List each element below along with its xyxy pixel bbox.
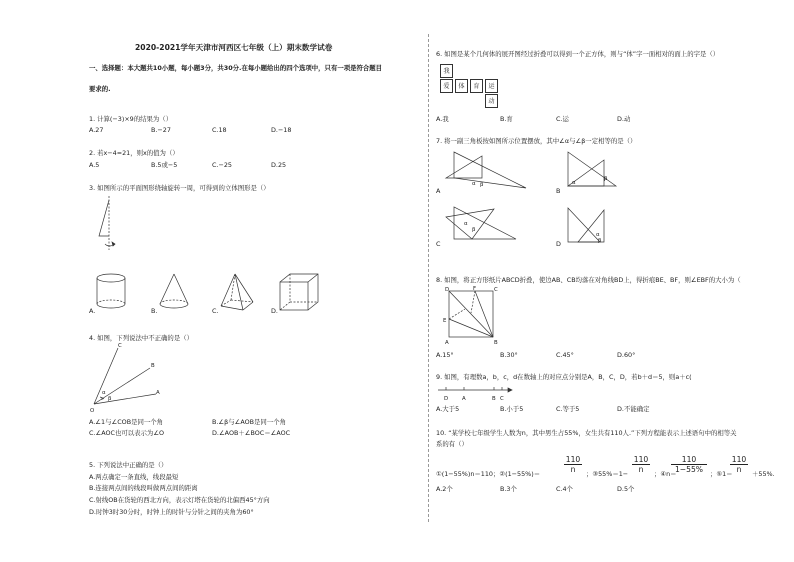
q10-equation-3: ；③55%＝1− bbox=[586, 470, 629, 478]
q7-figure-c bbox=[442, 203, 528, 245]
q7-figure-d bbox=[564, 206, 614, 248]
q1-option-d: D.−18 bbox=[271, 126, 292, 134]
q4-option-a: A.∠1与∠COB是同一个角 bbox=[89, 418, 164, 426]
q3-pyramid bbox=[217, 272, 257, 314]
q6-option-d: D.动 bbox=[617, 115, 631, 123]
q10-option-a: A.2个 bbox=[436, 485, 453, 493]
q9-label-c: C bbox=[500, 396, 504, 402]
q3-option-a: A. bbox=[89, 307, 96, 315]
q10-stem: 10. “某学校七年级学生人数为n，其中男生占55%，女生共有110人.”下列方程能表示上述语句中的相等关 bbox=[436, 429, 737, 437]
q8-label-b: B bbox=[494, 340, 498, 346]
q5-option-b: B.连接两点间的线段叫做两点间的距离 bbox=[89, 484, 198, 492]
svg-text:α: α bbox=[572, 180, 576, 186]
q10-fraction-2 bbox=[562, 455, 584, 474]
q8-label-c: C bbox=[494, 287, 498, 293]
q10-fraction-5 bbox=[728, 455, 750, 474]
q6-cell: 体 bbox=[455, 79, 468, 93]
q10-fraction-3 bbox=[630, 455, 652, 474]
q8-square-figure bbox=[441, 285, 501, 347]
q7-option-c: C bbox=[436, 240, 441, 248]
q4-label-a: A bbox=[156, 390, 160, 396]
q3-cylinder bbox=[94, 272, 130, 312]
q4-angle-figure bbox=[90, 342, 160, 414]
q10-stem-cont: 系的有（） bbox=[436, 440, 468, 448]
q10-equation-4: ；④n＝ bbox=[654, 470, 677, 478]
q6-option-c: C.运 bbox=[556, 115, 569, 123]
q7-figure-a bbox=[442, 150, 528, 192]
q1-option-b: B.−27 bbox=[151, 126, 171, 134]
q4-option-c: C.∠AOC也可以表示为∠O bbox=[89, 429, 165, 437]
q3-option-b: B. bbox=[151, 307, 158, 315]
q8-label-a: A bbox=[445, 340, 449, 346]
q3-stem: 3. 如图所示的平面图形绕轴旋转一周，可得到的立体图形是（） bbox=[89, 184, 270, 192]
q3-cone bbox=[157, 272, 193, 312]
column-divider bbox=[428, 34, 429, 522]
q8-label-d: D bbox=[445, 287, 450, 293]
q9-option-c: C.等于5 bbox=[556, 405, 580, 413]
q8-label-f: F bbox=[473, 286, 477, 292]
denominator: n bbox=[638, 465, 644, 474]
q2-option-c: C.−25 bbox=[212, 161, 232, 169]
q3-cube bbox=[278, 272, 320, 314]
q10-equation-1: ①(1−55%)n＝110；②(1−55%)＝ bbox=[436, 470, 541, 478]
q6-cell: 爱 bbox=[440, 79, 453, 93]
q9-option-b: B.小于5 bbox=[500, 405, 524, 413]
q9-label-b: B bbox=[492, 396, 496, 402]
q4-label-alpha: α bbox=[102, 390, 106, 396]
q4-stem: 4. 如图，下列说法中不正确的是（） bbox=[89, 334, 193, 342]
section-heading: 一、选择题：本大题共10小题，每小题3分，共30分.在每小题给出的四个选项中，只有一项是符合题目 bbox=[89, 64, 383, 72]
q6-cell: 动 bbox=[485, 94, 498, 108]
q9-label-d: D bbox=[444, 396, 449, 402]
q2-option-a: A.5 bbox=[89, 161, 100, 169]
numerator: 110 bbox=[633, 455, 649, 464]
q3-option-c: C. bbox=[212, 307, 219, 315]
q5-option-a: A.两点确定一条直线，线段最短 bbox=[89, 473, 179, 481]
q2-option-b: B.5或−5 bbox=[151, 161, 178, 169]
q3-option-d: D. bbox=[271, 307, 278, 315]
q9-stem: 9. 如图，有理数a，b，c，d在数轴上的对应点分别是A，B，C，D，若b＋d＝5，则a＋c( bbox=[436, 373, 692, 381]
q10-option-b: B.3个 bbox=[500, 485, 517, 493]
q1-option-a: A.27 bbox=[89, 126, 104, 134]
q1-option-c: C.18 bbox=[212, 126, 227, 134]
q5-option-d: D.时钟3时30分时，时钟上的时针与分针之间的夹角为60° bbox=[89, 508, 254, 516]
svg-text:β: β bbox=[598, 238, 602, 244]
q9-label-a: A bbox=[462, 396, 466, 402]
svg-text:α: α bbox=[464, 221, 468, 227]
svg-text:α: α bbox=[596, 232, 600, 238]
q7-option-a: A bbox=[436, 187, 441, 195]
q6-cell: 育 bbox=[470, 79, 483, 93]
q8-option-d: D.60° bbox=[617, 351, 636, 359]
q6-stem: 6. 如图是某个几何体的展开图经过折叠可以得到一个正方体，则与“体”字一面相对的面上的字是（） bbox=[436, 50, 720, 58]
exam-title: 2020-2021学年天津市河西区七年级（上）期末数学试卷 bbox=[135, 43, 333, 52]
q5-option-c: C.射线OB在货轮的西北方向，表示灯塔在货轮的北偏西45°方向 bbox=[89, 496, 270, 504]
numerator: 110 bbox=[731, 455, 747, 464]
q3-rotation-figure bbox=[95, 196, 125, 254]
q9-option-a: A.大于5 bbox=[436, 405, 460, 413]
denominator: n bbox=[736, 465, 742, 474]
svg-text:β: β bbox=[472, 227, 476, 233]
q8-option-b: B.30° bbox=[500, 351, 518, 359]
q4-label-b: B bbox=[151, 363, 155, 369]
q4-label-c: C bbox=[118, 343, 122, 349]
q9-option-d: D.不能确定 bbox=[617, 405, 650, 413]
q4-option-b: B.∠β与∠AOB是同一个角 bbox=[212, 418, 286, 426]
svg-text:α: α bbox=[472, 181, 476, 187]
q4-label-o: O bbox=[90, 408, 95, 414]
q10-option-c: C.4个 bbox=[556, 485, 573, 493]
svg-text:β: β bbox=[604, 176, 608, 182]
q7-option-d: D bbox=[556, 240, 561, 248]
q10-equation-tail: ＋55%. bbox=[752, 470, 775, 478]
q4-option-d: D.∠AOB＋∠BOC＝∠AOC bbox=[212, 429, 291, 437]
q1-stem: 1. 计算(−3)×9的结果为（） bbox=[89, 115, 173, 123]
q4-label-beta: β bbox=[108, 396, 112, 402]
numerator: 110 bbox=[681, 455, 697, 464]
q5-stem: 5. 下列说法中正确的是（） bbox=[89, 461, 168, 469]
q6-option-a: A.我 bbox=[436, 115, 449, 123]
q7-stem: 7. 将一副三角板按如图所示位置摆放，其中∠α与∠β一定相等的是（） bbox=[436, 137, 637, 145]
q6-option-b: B.育 bbox=[500, 115, 513, 123]
numerator: 110 bbox=[565, 455, 581, 464]
q6-cell: 运 bbox=[485, 79, 498, 93]
svg-text:β: β bbox=[480, 182, 484, 188]
section-heading-cont: 要求的. bbox=[89, 85, 111, 93]
q10-fraction-4 bbox=[670, 455, 708, 474]
q2-stem: 2. 若x−4=21，则x的值为（） bbox=[89, 149, 179, 157]
q2-option-d: D.25 bbox=[271, 161, 287, 169]
q8-option-a: A.15° bbox=[436, 351, 454, 359]
q7-figure-b bbox=[564, 150, 624, 192]
q8-option-c: C.45° bbox=[556, 351, 574, 359]
q6-cell: 我 bbox=[440, 64, 453, 78]
q8-label-e: E bbox=[443, 318, 447, 324]
q8-stem: 8. 如图，将正方形纸片ABCD折叠，使边AB、CB均落在对角线BD上，得折痕BE、BF，则∠EBF的大小为（ bbox=[436, 276, 741, 284]
denominator: 1−55% bbox=[674, 465, 704, 474]
q9-number-line bbox=[436, 382, 512, 404]
q10-option-d: D.5个 bbox=[617, 485, 635, 493]
q7-option-b: B bbox=[556, 187, 561, 195]
denominator: n bbox=[570, 465, 576, 474]
q10-equation-5: ；⑤1＝ bbox=[710, 470, 733, 478]
